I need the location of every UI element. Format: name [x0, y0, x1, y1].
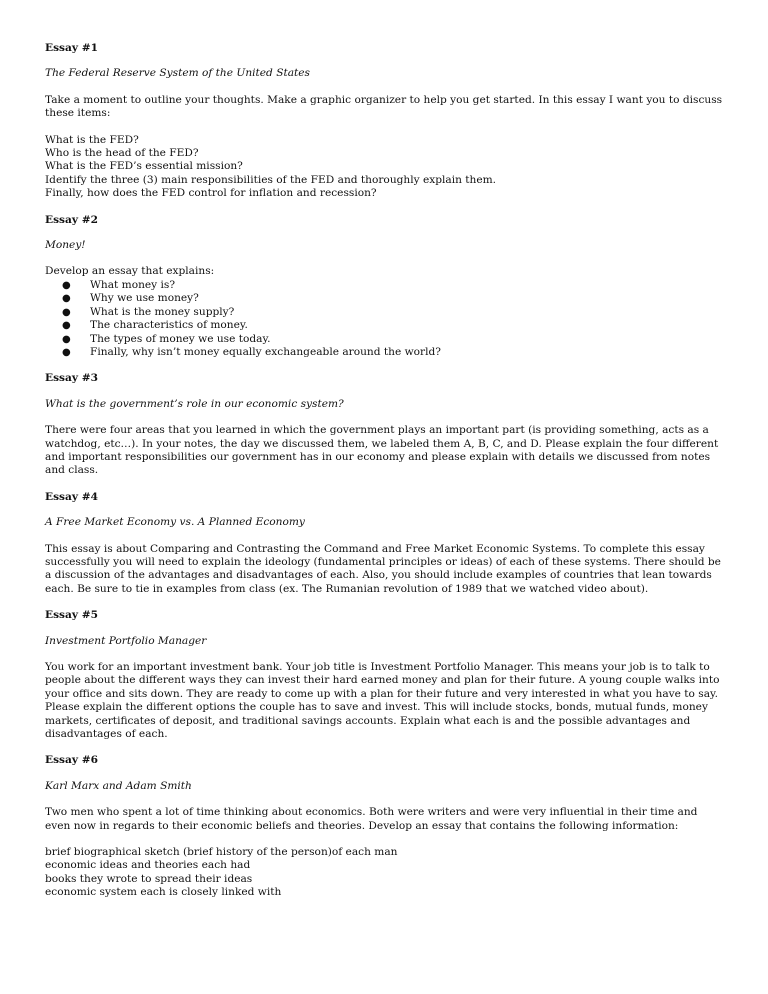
essay-5-body: You work for an important investment bank. Your job title is Investment Portfolio Manager. This means your job is to talk to people about the different ways they can invest their hard earned money and plan for their future. A young couple walks into your office and sits down. They are ready to come up with a plan for their future and very interested in what you have to say. Please explain the different options the couple has to save and invest. This will include stocks, bonds, mutual funds, money markets, certificates of deposit, and traditional savings accounts. Explain what each is and the possible advantages and disadvantages of each. — [45, 661, 720, 741]
essay-2 — [45, 214, 725, 360]
essay-4-body: This essay is about Comparing and Contrasting the Command and Free Market Economic Systems. To complete this essay successfully you will need to explain the ideology (fundamental principles or ideas) of each of these systems. There should be a discussion of the advantages and disadvantages of each. Also, you should include examples of countries that lean towards each. Be sure to tie in examples from class (ex. The Rumanian revolution of 1989 that we watched video about). — [45, 542, 721, 595]
essay-6-subtitle: Karl Marx and Adam Smith — [45, 779, 192, 792]
bullet-text: What is the money supply? — [90, 305, 235, 318]
essay-1-question: Finally, how does the FED control for inflation and recession? — [45, 187, 377, 200]
list-item — [45, 333, 725, 346]
essay-3-heading: Essay #3 — [45, 372, 98, 385]
list-item — [45, 279, 725, 292]
list-item — [45, 306, 725, 319]
essay-2-heading: Essay #2 — [45, 213, 98, 226]
bullet-text: Why we use money? — [90, 292, 199, 305]
essay-6-requirement: economic system each is closely linked with — [45, 886, 282, 899]
essay-6-requirements — [45, 846, 725, 900]
essay-6-requirement: economic ideas and theories each had — [45, 859, 251, 872]
essay-1-questions — [45, 134, 725, 201]
essay-1-question: What is the FED’s essential mission? — [45, 160, 243, 173]
essay-5-heading: Essay #5 — [45, 609, 98, 622]
essay-1-question: Who is the head of the FED? — [45, 147, 199, 160]
bullet-text: What money is? — [90, 278, 176, 291]
essay-2-subtitle: Money! — [45, 239, 86, 252]
essay-3 — [45, 372, 725, 477]
bullet-icon: ● — [62, 306, 71, 318]
list-item — [45, 292, 725, 305]
essay-6-body: Two men who spent a lot of time thinking about economics. Both were writers and were very influential in their time and even now in regards to their economic beliefs and theories. Develop an essay that contains the following information: — [45, 806, 698, 832]
essay-3-body: There were four areas that you learned in which the government plays an important part (is providing something, acts as a watchdog, etc…). In your notes, the day we discussed them, we labeled them A, B, C, and D. Please explain the four different and important responsibilities our government has in our economy and please explain with details we discussed from notes and class. — [45, 424, 719, 477]
essay-4-heading: Essay #4 — [45, 490, 98, 503]
bullet-text: Finally, why isn’t money equally exchangeable around the world? — [90, 345, 441, 358]
essay-6-requirement: books they wrote to spread their ideas — [45, 872, 253, 885]
essay-5 — [45, 609, 725, 741]
essay-1-subtitle: The Federal Reserve System of the United States — [45, 67, 310, 80]
bullet-icon: ● — [62, 346, 71, 358]
bullet-text: The types of money we use today. — [90, 332, 271, 345]
essay-3-subtitle: What is the government’s role in our economic system? — [45, 397, 344, 410]
essay-4 — [45, 491, 725, 596]
document-page — [45, 42, 725, 913]
bullet-icon: ● — [62, 320, 71, 332]
essay-6-heading: Essay #6 — [45, 754, 98, 767]
essay-4-subtitle: A Free Market Economy vs. A Planned Economy — [45, 516, 305, 529]
essay-1-question: Identify the three (3) main responsibilities of the FED and thoroughly explain them. — [45, 173, 497, 186]
essay-6 — [45, 754, 725, 899]
essay-1 — [45, 42, 725, 201]
list-item — [45, 346, 725, 359]
list-item — [45, 319, 725, 332]
bullet-text: The characteristics of money. — [90, 319, 248, 332]
bullet-icon: ● — [62, 333, 71, 345]
essay-6-requirement: brief biographical sketch (brief history of the person)of each man — [45, 846, 398, 859]
essay-1-intro: Take a moment to outline your thoughts. Make a graphic organizer to help you get started. In this essay I want you to discuss these items: — [45, 93, 723, 120]
essay-1-question: What is the FED? — [45, 133, 139, 146]
essay-2-intro: Develop an essay that explains: — [45, 265, 215, 278]
essay-2-bullet-list — [45, 279, 725, 359]
bullet-icon: ● — [62, 279, 71, 291]
essay-5-subtitle: Investment Portfolio Manager — [45, 634, 207, 647]
bullet-icon: ● — [62, 293, 71, 305]
essay-1-heading: Essay #1 — [45, 42, 98, 54]
